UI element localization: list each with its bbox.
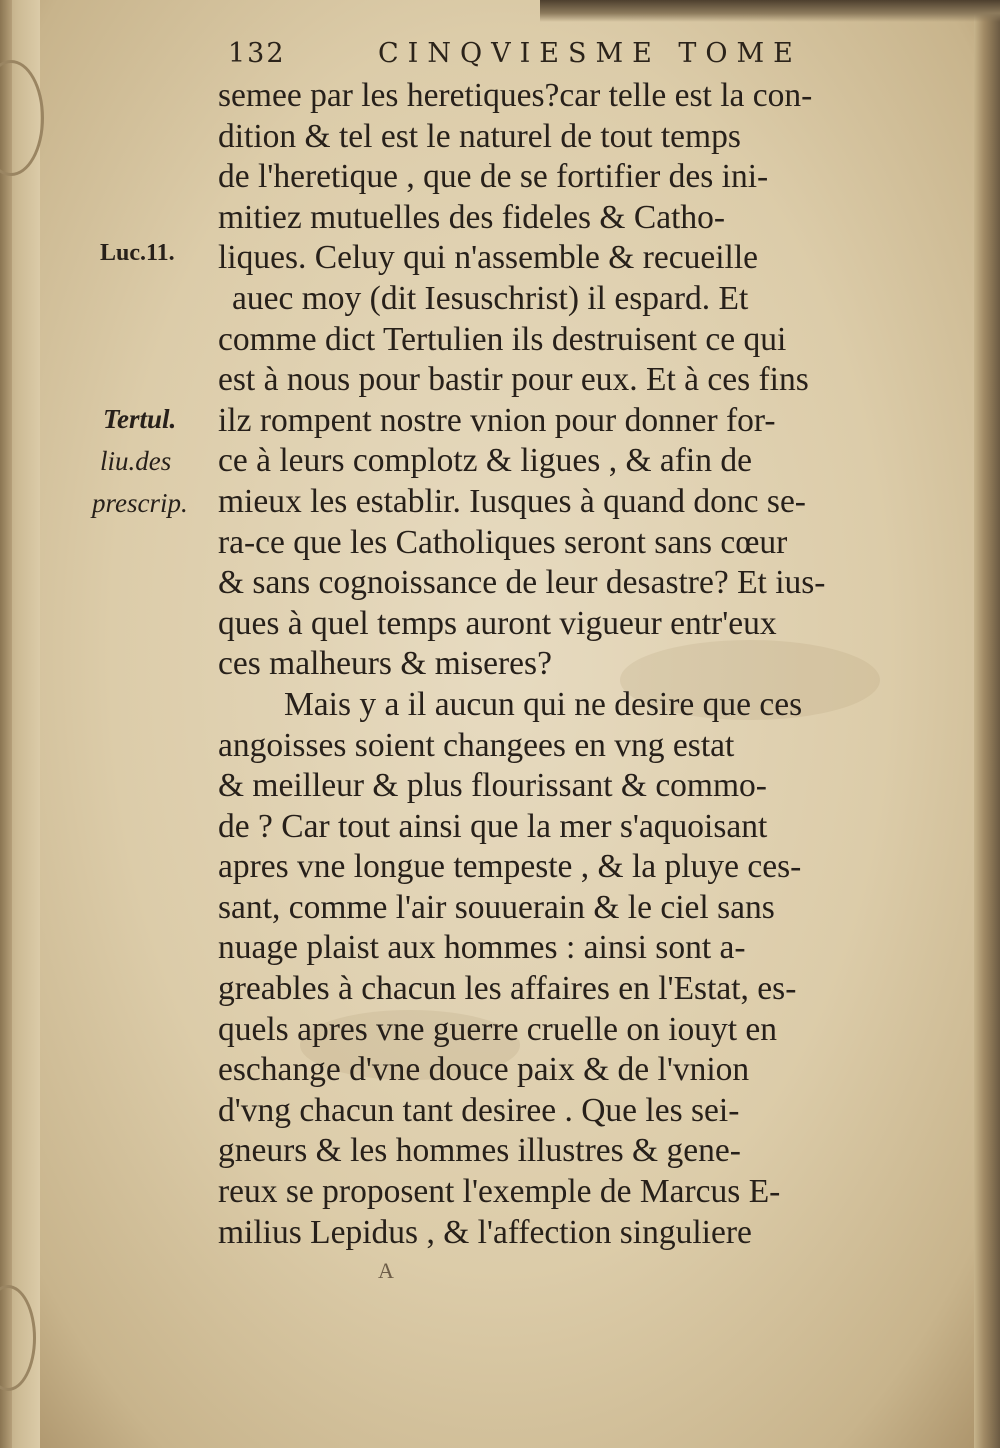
page-number: 132 (228, 38, 286, 69)
text-line: mieux les establir. Iusques à quand donc se- (218, 482, 806, 520)
text-line: ilz rompent nostre vnion pour donner for- (218, 401, 776, 439)
top-edge-shadow (540, 0, 1000, 22)
text-line: comme dict Tertulien ils destruisent ce qui (218, 320, 787, 358)
text-line: est à nous pour bastir pour eux. Et à ces fins (218, 361, 809, 399)
text-line: apres vne longue tempeste , & la pluye ces- (218, 848, 802, 886)
text-line: de ? Car tout ainsi que la mer s'aquoisant (218, 807, 768, 845)
text-line: ques à quel temps auront vigueur entr'eux (218, 604, 777, 642)
marginal-note-tertul-liu: liu.des (100, 446, 172, 476)
marginal-note-tertul-prescrip: prescrip. (92, 488, 188, 518)
text-line: milius Lepidus , & l'affection singuliere (218, 1213, 752, 1251)
text-line: auec moy (dit Iesuschrist) il espard. Et (232, 279, 749, 317)
body-text (218, 76, 918, 1253)
text-line: gneurs & les hommes illustres & gene- (218, 1132, 741, 1170)
marginal-note-luc: Luc.11. (100, 240, 175, 266)
text-line: liques. Celuy qui n'assemble & recueille (218, 239, 759, 277)
text-line: semee par les heretiques?car telle est la con- (218, 77, 813, 114)
text-line: mitiez mutuelles des fideles & Catho- (218, 198, 726, 236)
fore-edge (974, 0, 1000, 1448)
text-line: ces malheurs & miseres? (218, 645, 552, 683)
marginal-note-tertul: Tertul. (103, 404, 177, 434)
text-line: sant, comme l'air souuerain & le ciel sans (218, 888, 775, 926)
text-line: ce à leurs complotz & ligues , & afin de (218, 442, 752, 480)
running-header (228, 38, 868, 78)
text-line: Mais y a il aucun qui ne desire que ces (284, 685, 803, 723)
text-line: quels apres vne guerre cruelle on iouyt en (218, 1010, 778, 1048)
running-title: CINQVIESME TOME (378, 38, 802, 69)
text-line: de l'heretique , que de se fortifier des ini- (218, 158, 769, 196)
text-line: & sans cognoissance de leur desastre? Et ius- (218, 564, 826, 602)
text-line: eschange d'vne douce paix & de l'vnion (218, 1051, 750, 1089)
text-line: dition & tel est le naturel de tout temps (218, 117, 741, 155)
text-line: d'vng chacun tant desiree . Que les sei- (218, 1091, 740, 1129)
text-line: reux se proposent l'exemple de Marcus E- (218, 1173, 781, 1211)
text-line: nuage plaist aux hommes : ainsi sont a- (218, 929, 746, 967)
text-line: angoisses soient changees en vng estat (218, 726, 735, 764)
text-line: & meilleur & plus flourissant & commo- (218, 767, 767, 805)
catchword: A (378, 1258, 394, 1283)
text-line: ra-ce que les Catholiques seront sans cœur (218, 523, 788, 561)
text-line: greables à chacun les affaires en l'Estat, es- (218, 970, 797, 1008)
binding-edge (0, 0, 12, 1448)
